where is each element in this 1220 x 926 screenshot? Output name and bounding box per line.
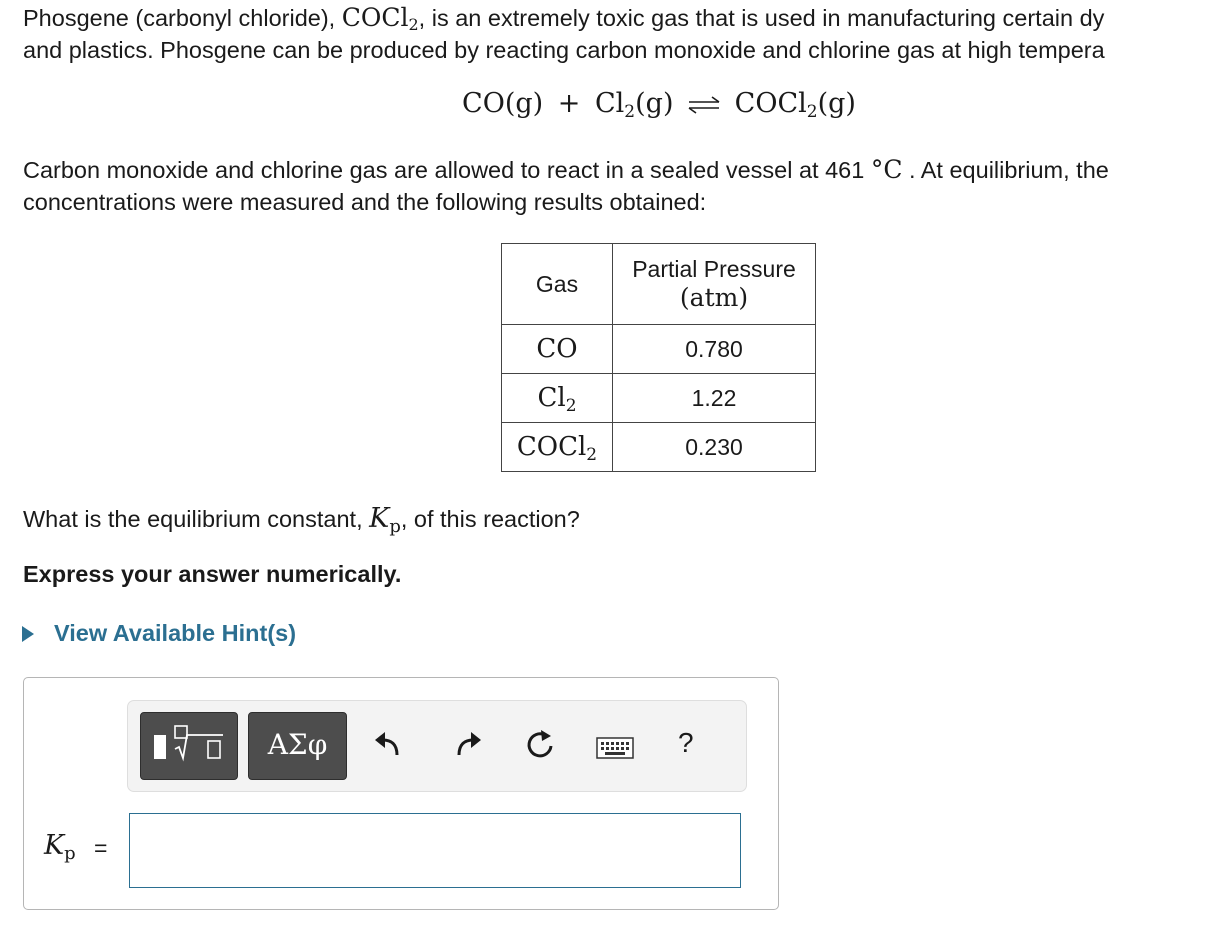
reactant-co: CO(g) [462, 88, 544, 119]
answer-input[interactable] [129, 813, 741, 888]
temperature-unit: °C [870, 155, 903, 184]
templates-icon [141, 713, 236, 778]
pressure-cell: 0.230 [613, 423, 816, 472]
conditions-line-2: concentrations were measured and the following results obtained: [23, 189, 707, 215]
undo-icon[interactable] [372, 731, 402, 757]
templates-button[interactable] [140, 712, 238, 780]
gas-cell: $Cl_2$ [502, 374, 613, 423]
gas-cell: CO [502, 325, 613, 374]
table-row [502, 325, 816, 374]
reaction-equation [0, 88, 1220, 122]
conditions-paragraph [23, 154, 1109, 218]
intro-line-2: and plastics. Phosgene can be produced by reacting carbon monoxide and chlorine gas at high tempera [23, 37, 1105, 63]
math-toolbar [127, 700, 747, 792]
conditions-line-1: Carbon monoxide and chlorine gas are allowed to react in a sealed vessel at 461 °C . At equilibrium, the [23, 155, 1109, 184]
pressure-cell: 1.22 [613, 374, 816, 423]
view-hints-label: View Available Hint(s) [54, 620, 297, 646]
question-text: What is the equilibrium constant, $K_p$, of this reaction? [23, 503, 580, 537]
intro-line-1: Phosgene (carbonyl chloride), COCl$_2$, is an extremely toxic gas that is used in manufacturing certain dy [23, 3, 1105, 34]
plus-sign: + [557, 88, 581, 119]
header-gas: Gas [502, 244, 613, 325]
header-unit: (atm) [679, 283, 749, 312]
phosgene-formula: COCl$_2$ [341, 3, 419, 34]
table-header-row [502, 244, 816, 325]
header-partial-pressure: Partial Pressure (atm) [613, 244, 816, 325]
reset-icon[interactable] [524, 729, 556, 761]
instruction-text: Express your answer numerically. [23, 561, 402, 587]
table-row [502, 374, 816, 423]
redo-icon[interactable] [454, 731, 484, 757]
equilibrium-arrow-icon [686, 95, 722, 115]
intro-paragraph [23, 2, 1105, 66]
greek-symbols-button[interactable]: ΑΣφ [248, 712, 347, 780]
product-cocl2: COCl$_2$(g) [734, 88, 856, 122]
keyboard-icon[interactable] [596, 737, 634, 759]
table-row [502, 423, 816, 472]
equals-sign: = [94, 835, 108, 861]
view-hints-link[interactable] [22, 620, 296, 647]
help-icon[interactable]: ? [678, 727, 694, 758]
answer-panel [23, 677, 779, 910]
pressure-cell: 0.780 [613, 325, 816, 374]
kp-symbol: $K_p$ [369, 503, 401, 537]
gas-cell: COCl$_2$ [502, 423, 613, 472]
answer-kp-label: $K_p$ [44, 830, 76, 864]
partial-pressure-table [501, 243, 816, 472]
reactant-cl2: $Cl_2(g)$ [595, 88, 674, 122]
expand-triangle-icon [22, 626, 34, 642]
